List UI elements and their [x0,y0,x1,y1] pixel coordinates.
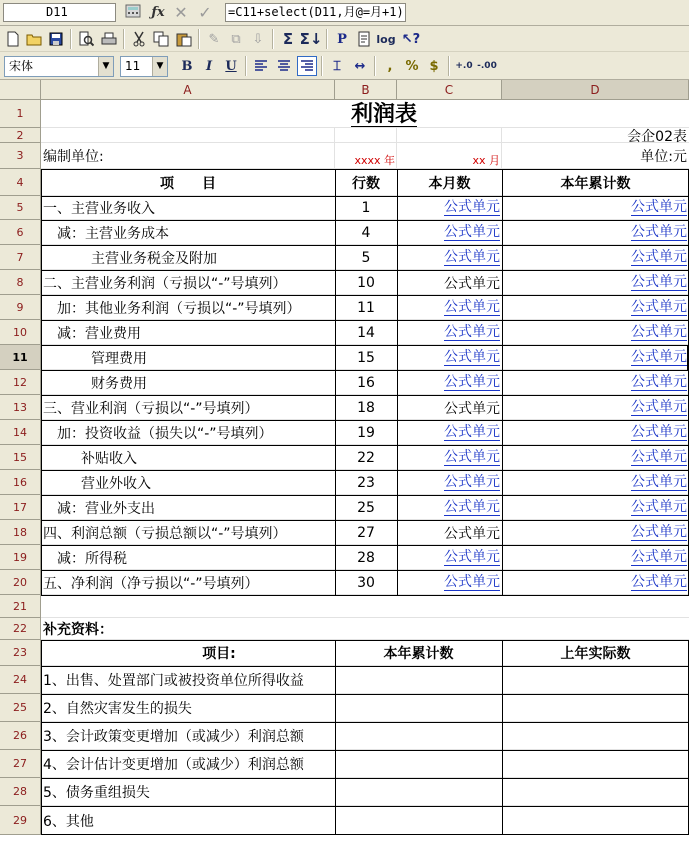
row-header-21[interactable]: 21 [0,595,41,618]
font-name-value: 宋体 [9,59,34,73]
item-this-month[interactable] [397,370,502,395]
supplement-item-text: 1、出售、处置部门或被投资单位所得收益 [43,673,304,689]
table-border [41,245,689,246]
header-ytd [502,169,689,196]
item-label [41,220,335,245]
item-label [41,245,335,270]
item-label [41,196,335,220]
row-header-13[interactable]: 13 [0,395,41,420]
supplement-item [41,806,335,835]
item-this-month-text: 公式单元 [444,199,500,215]
item-label [41,420,335,445]
row-header-14[interactable]: 14 [0,420,41,445]
supplement-item-text: 6、其他 [43,813,94,830]
row-header-10[interactable]: 10 [0,320,41,345]
item-label [41,520,335,545]
item-label [41,395,335,420]
underline-icon[interactable]: U [225,58,237,74]
item-ytd[interactable] [502,395,689,420]
item-label-text: 减：营业外支出 [57,500,155,517]
item-this-month-text: 公式单元 [444,573,500,590]
table-border [41,196,689,197]
unit-label-text: 编制单位: [43,149,104,165]
table-border [41,169,42,595]
table-border [41,370,689,371]
table-border [41,270,689,271]
item-ytd-text: 公式单元 [631,248,687,265]
item-ytd[interactable] [502,320,689,345]
open-folder-icon[interactable] [24,29,44,49]
item-ytd[interactable] [502,570,689,595]
item-this-month[interactable] [397,196,502,220]
item-ytd-text: 公式单元 [631,273,687,290]
year-label [335,143,397,169]
item-ytd-text: 公式单元 [631,473,687,490]
item-line-no-text: 15 [357,349,375,366]
supplement-item [41,666,335,694]
row-header-4[interactable]: 4 [0,169,41,196]
cancel-icon[interactable]: ✕ [174,3,188,22]
page-setup-icon[interactable]: P [337,31,347,47]
save-icon[interactable] [46,29,66,49]
chevron-down-icon[interactable]: ▼ [152,57,167,76]
paste-icon[interactable] [174,29,194,49]
table-border [41,395,689,396]
item-label-text: 财务费用 [91,375,147,392]
item-ytd-text: 公式单元 [631,423,687,440]
item-label-text: 补贴收入 [81,450,137,467]
item-ytd-text: 公式单元 [631,323,687,340]
item-this-month[interactable] [397,220,502,245]
supplement-header-prior-text: 上年实际数 [560,646,631,662]
report-title-text: 利润表 [350,100,417,127]
header-this-month [397,169,502,196]
item-line-no-text: 4 [361,224,371,241]
spreadsheet-grid[interactable] [0,80,689,855]
table-border [41,470,689,471]
form-code-text: 会企02表 [627,128,687,145]
table-border [41,295,689,296]
item-line-no [335,520,397,545]
item-ytd[interactable] [502,295,689,320]
item-ytd-text: 公式单元 [631,398,687,415]
supplement-item [41,778,335,806]
item-this-month-text: 公式单元 [444,298,500,315]
item-line-no [335,395,397,420]
item-label-text: 营业外收入 [81,475,151,492]
standard-toolbar [0,26,689,52]
item-label-text: 减：营业费用 [57,325,141,342]
item-line-no [335,370,397,395]
increase-decimal-icon[interactable]: +.0 [455,61,473,71]
item-line-no-text: 22 [357,449,375,466]
confirm-icon[interactable]: ✓ [198,3,212,22]
header-item-text: 项 目 [160,175,216,192]
item-line-no [335,495,397,520]
item-this-month-text: 公式单元 [444,448,500,465]
row-header-20[interactable]: 20 [0,570,41,595]
table-border [41,570,689,571]
font-size-value: 11 [125,59,141,73]
supplement-header-ytd [335,640,502,666]
font-name-select[interactable] [4,56,114,77]
formula-input[interactable]: =C11+select(D11,月@=月+1) [225,3,406,22]
item-line-no-text: 10 [357,274,375,291]
item-ytd-text: 公式单元 [631,348,687,365]
row-header-17[interactable]: 17 [0,495,41,520]
item-ytd[interactable] [502,420,689,445]
table-border [41,220,689,221]
item-line-no [335,470,397,495]
item-this-month-text: 公式单元 [444,275,500,292]
item-line-no [335,196,397,220]
item-line-no-text: 23 [357,474,375,491]
item-ytd[interactable] [502,495,689,520]
item-this-month[interactable] [397,320,502,345]
table-border [41,420,689,421]
column-header-d[interactable]: D [502,80,689,100]
table-border [41,806,689,807]
item-this-month-text: 公式单元 [444,348,500,365]
item-this-month[interactable] [397,570,502,595]
supplement-title [41,618,335,640]
vertical-align-icon[interactable]: ⌶ [333,58,341,74]
table-border [41,834,689,835]
item-line-no-text: 1 [361,200,371,216]
font-size-select[interactable] [120,56,168,77]
item-ytd[interactable] [502,445,689,470]
sum-icon[interactable]: Σ [282,30,294,48]
column-header-c[interactable]: C [397,80,502,100]
align-center-icon[interactable] [274,56,294,76]
item-label-text: 减：主营业务成本 [57,225,169,242]
item-ytd-text: 公式单元 [631,298,687,315]
item-this-month[interactable] [397,395,502,420]
row-header-18[interactable]: 18 [0,520,41,545]
item-ytd[interactable] [502,370,689,395]
item-line-no-text: 28 [357,549,375,566]
table-border [41,545,689,546]
item-this-month[interactable] [397,495,502,520]
item-this-month-text: 公式单元 [444,323,500,340]
item-ytd-text: 公式单元 [631,448,687,465]
item-line-no [335,420,397,445]
report-title [41,100,689,128]
item-ytd[interactable] [502,345,689,370]
align-right-icon[interactable] [297,56,317,76]
item-label-text: 主营业务税金及附加 [91,250,217,267]
supplement-item-text: 4、会计估计变更增加（或减少）利润总额 [43,757,304,773]
report-icon[interactable] [354,29,374,49]
row-header-24[interactable]: 24 [0,666,41,694]
item-label [41,270,335,295]
item-line-no [335,320,397,345]
item-this-month[interactable] [397,545,502,570]
formula-bar [0,0,689,26]
row-header-29[interactable]: 29 [0,806,41,835]
supplement-item [41,722,335,750]
row-header-6[interactable]: 6 [0,220,41,245]
row-header-22[interactable]: 22 [0,618,41,640]
currency-label-text: 单位:元 [640,149,687,165]
merge-cells-icon[interactable]: ↔ [354,58,366,74]
item-label-text: 管理费用 [91,350,147,367]
item-ytd[interactable] [502,196,689,220]
item-label [41,545,335,570]
table-border [335,640,336,835]
sum-all-icon[interactable]: Σ↓ [299,30,323,48]
row-header-2[interactable]: 2 [0,128,41,143]
cut-icon[interactable] [129,29,149,49]
unit-label [41,143,335,169]
table-border [41,778,689,779]
item-ytd[interactable] [502,545,689,570]
table-border [41,595,689,596]
row-header-25[interactable]: 25 [0,694,41,722]
item-label-text: 五、净利润（净亏损以“-”号填列） [43,575,259,592]
item-line-no-text: 19 [357,424,375,441]
supplement-title-text: 补充资料： [43,622,113,638]
row-header-23[interactable]: 23 [0,640,41,666]
calculator-icon[interactable] [124,4,142,22]
table-border [41,320,689,321]
item-ytd-text: 公式单元 [631,523,687,540]
table-border [41,445,689,446]
item-this-month[interactable] [397,520,502,545]
supplement-item-text: 3、会计政策变更增加（或减少）利润总额 [43,729,304,745]
row-header-15[interactable]: 15 [0,445,41,470]
item-ytd[interactable] [502,245,689,270]
form-code [502,128,689,143]
row-header-8[interactable]: 8 [0,270,41,295]
cell-reference-box[interactable]: D11 [3,3,116,22]
fill-down-icon[interactable]: ⇩ [252,31,264,47]
item-this-month-text: 公式单元 [444,373,500,390]
item-label [41,320,335,345]
supplement-item [41,694,335,722]
item-line-no [335,345,397,370]
comma-style-icon[interactable]: , [387,58,393,74]
item-line-no [335,245,397,270]
percent-style-icon[interactable]: % [405,58,419,74]
print-preview-icon[interactable] [76,29,96,49]
item-line-no-text: 14 [357,324,375,341]
item-label-text: 二、主营业务利润（亏损以“-”号填列） [43,275,287,292]
item-line-no-text: 30 [357,574,375,591]
row-header-1[interactable]: 1 [0,100,41,128]
item-label-text: 一、主营业务收入 [43,201,155,217]
item-label [41,570,335,595]
item-this-month-text: 公式单元 [444,400,500,417]
month-label-text: xx 月 [472,154,500,167]
item-label-text: 减：所得税 [57,550,127,567]
table-border [41,640,689,641]
log-icon[interactable]: log [376,32,396,46]
item-this-month[interactable] [397,420,502,445]
supplement-item [41,750,335,778]
header-ytd-text: 本年累计数 [560,175,631,192]
row-header-11[interactable]: 11 [0,345,41,370]
table-border [397,169,398,595]
item-label [41,445,335,470]
supplement-header-item-text: 项目: [202,646,236,662]
item-this-month-text: 公式单元 [444,498,500,515]
table-border [502,640,503,835]
supplement-header-prior [502,640,689,666]
item-label-text: 加：投资收益（损失以“-”号填列） [57,425,273,442]
item-ytd-text: 公式单元 [631,573,687,590]
item-this-month-text: 公式单元 [444,248,500,265]
item-this-month-text: 公式单元 [444,525,500,542]
row-header-7[interactable]: 7 [0,245,41,270]
item-label [41,345,335,370]
item-ytd[interactable] [502,520,689,545]
item-label-text: 三、营业利润（亏损以“-”号填列） [43,400,259,417]
item-line-no-text: 18 [357,399,375,416]
item-line-no [335,545,397,570]
item-label-text: 加：其他业务利润（亏损以“-”号填列） [57,300,301,317]
item-ytd[interactable] [502,220,689,245]
item-this-month[interactable] [397,445,502,470]
item-this-month-text: 公式单元 [444,548,500,565]
item-line-no [335,270,397,295]
item-this-month[interactable] [397,245,502,270]
item-ytd-text: 公式单元 [631,199,687,215]
table-border [41,169,689,170]
item-label [41,370,335,395]
item-ytd-text: 公式单元 [631,373,687,390]
item-label [41,295,335,320]
select-all-corner[interactable] [0,80,41,100]
item-this-month[interactable] [397,345,502,370]
item-ytd-text: 公式单元 [631,548,687,565]
item-this-month[interactable] [397,270,502,295]
header-line-no [335,169,397,196]
item-ytd[interactable] [502,270,689,295]
formatting-toolbar [0,52,689,80]
year-label-text: xxxx 年 [354,154,395,167]
item-line-no-text: 5 [361,249,371,266]
item-line-no [335,570,397,595]
bold-icon[interactable]: B [181,58,193,74]
currency-style-icon[interactable]: $ [429,58,439,74]
row-header-19[interactable]: 19 [0,545,41,570]
month-label [397,143,502,169]
item-label [41,470,335,495]
table-border [41,750,689,751]
help-icon[interactable]: ↖? [401,31,421,47]
header-line-no-text: 行数 [352,175,380,192]
header-item [41,169,335,196]
supplement-item-text: 2、自然灾害发生的损失 [43,701,192,717]
table-border [41,694,689,695]
item-line-no-text: 16 [357,374,375,391]
currency-label [502,143,689,169]
item-this-month-text: 公式单元 [444,423,500,440]
header-this-month-text: 本月数 [428,175,471,192]
item-ytd[interactable] [502,470,689,495]
copy-format-icon[interactable]: ⧉ [231,31,241,47]
item-line-no-text: 25 [357,499,375,516]
row-header-27[interactable]: 27 [0,750,41,778]
supplement-header-ytd-text: 本年累计数 [383,646,454,662]
item-line-no [335,295,397,320]
row-header-9[interactable]: 9 [0,295,41,320]
table-border [41,666,689,667]
row-header-5[interactable]: 5 [0,196,41,220]
row-header-26[interactable]: 26 [0,722,41,750]
item-line-no [335,445,397,470]
chevron-down-icon[interactable]: ▼ [98,57,113,76]
table-border [41,520,689,521]
table-border [41,345,689,346]
item-ytd-text: 公式单元 [631,223,687,240]
table-border [41,495,689,496]
copy-icon[interactable] [151,29,171,49]
decrease-decimal-icon[interactable]: -.00 [477,61,497,71]
table-border [335,169,336,595]
function-icon[interactable]: ƒx [151,5,165,20]
supplement-item-text: 5、债务重组损失 [43,785,150,801]
row-header-16[interactable]: 16 [0,470,41,495]
item-this-month-text: 公式单元 [444,223,500,240]
column-header-b[interactable]: B [335,80,397,100]
item-this-month-text: 公式单元 [444,473,500,490]
item-line-no-text: 11 [357,299,375,316]
item-ytd-text: 公式单元 [631,498,687,515]
item-line-no [335,220,397,245]
row-header-28[interactable]: 28 [0,778,41,806]
table-border [41,640,42,835]
item-label-text: 四、利润总额（亏损总额以“-”号填列） [43,525,287,542]
item-this-month[interactable] [397,295,502,320]
table-border [502,169,503,595]
align-left-icon[interactable] [251,56,271,76]
column-header-a[interactable]: A [41,80,335,100]
item-line-no-text: 27 [357,524,375,541]
new-file-icon[interactable] [3,29,23,49]
item-this-month[interactable] [397,470,502,495]
item-label [41,495,335,520]
row-header-12[interactable]: 12 [0,370,41,395]
italic-icon[interactable]: I [205,58,213,74]
format-painter-icon[interactable]: ✎ [208,31,220,47]
table-border [41,722,689,723]
row-header-3[interactable]: 3 [0,143,41,169]
print-icon[interactable] [99,29,119,49]
